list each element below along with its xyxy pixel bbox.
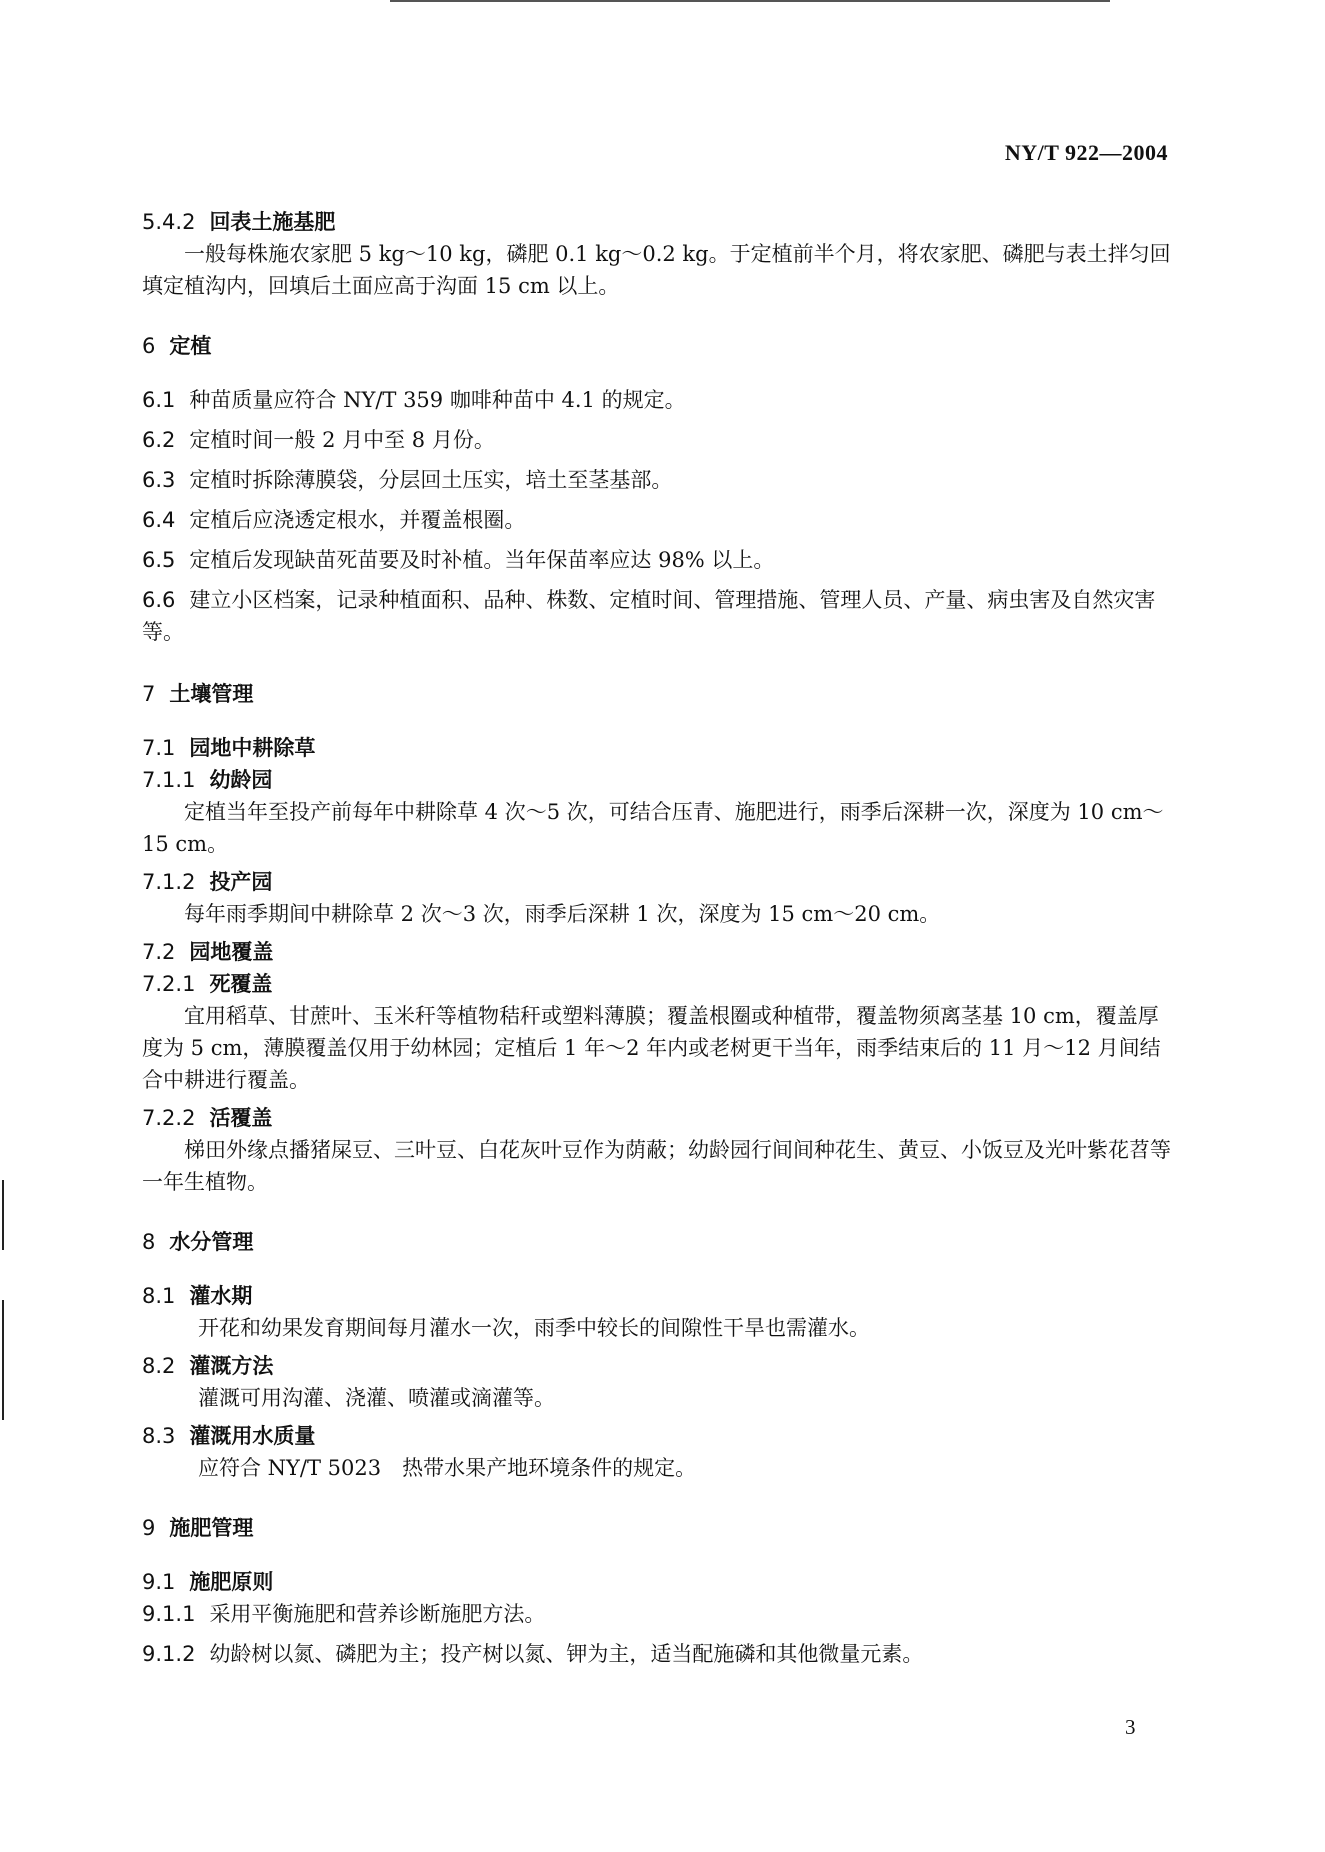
section-heading xyxy=(142,1226,1177,1258)
section-title: 定植 xyxy=(169,334,212,358)
clause-text: 种苗质量应符合 NY/T 359 咖啡种苗中 4.1 的规定。 xyxy=(189,388,686,412)
clause-title: 回表土施基肥 xyxy=(209,210,336,234)
paragraph: 梯田外缘点播猪屎豆、三叶豆、白花灰叶豆作为荫蔽；幼龄园行间间种花生、黄豆、小饭豆及光叶紫花苕等一年生植物。 xyxy=(142,1138,1171,1194)
clause-title: 施肥原则 xyxy=(189,1570,274,1594)
clause-number: 7.2.2 xyxy=(142,1106,196,1130)
clause-text: 采用平衡施肥和营养诊断施肥方法。 xyxy=(209,1602,546,1626)
clause-item xyxy=(142,1598,1177,1630)
clause-text: 定植后发现缺苗死苗要及时补植。当年保苗率应达 98% 以上。 xyxy=(189,548,775,572)
section-heading xyxy=(142,1512,1177,1544)
clause-text: 定植时拆除薄膜袋，分层回土压实，培土至茎基部。 xyxy=(189,468,673,492)
clause-heading xyxy=(142,1102,1177,1134)
clause-heading xyxy=(142,968,1177,1000)
clause-number: 9.1.1 xyxy=(142,1602,196,1626)
clause-title: 灌水期 xyxy=(189,1284,253,1308)
section-title: 水分管理 xyxy=(169,1230,254,1254)
standard-code: NY/T 922—2004 xyxy=(1004,140,1168,165)
page-number: 3 xyxy=(1125,1715,1136,1739)
spacer xyxy=(142,1258,1177,1280)
clause-number: 6.2 xyxy=(142,428,176,452)
clause-number: 9.1 xyxy=(142,1570,176,1594)
clause-heading xyxy=(142,764,1177,796)
clause-title: 活覆盖 xyxy=(209,1106,273,1130)
clause-number: 8.2 xyxy=(142,1354,176,1378)
subsection-heading xyxy=(142,1350,1177,1382)
spacer xyxy=(142,1204,1177,1226)
spacer xyxy=(142,656,1177,678)
paragraph: 每年雨季期间中耕除草 2 次～3 次，雨季后深耕 1 次，深度为 15 cm～20 cm。 xyxy=(184,902,941,926)
section-number: 9 xyxy=(142,1516,156,1540)
spacer xyxy=(142,1544,1177,1566)
clause-item xyxy=(142,544,1177,576)
paragraph: 宜用稻草、甘蔗叶、玉米秆等植物秸秆或塑料薄膜；覆盖根圈或种植带，覆盖物须离茎基 10 cm，覆盖厚度为 5 cm，薄膜覆盖仅用于幼林园；定植后 1 年～2 年内或老树更干当年，雨季结束后的 11 月～12 月间结合中耕进行覆盖。 xyxy=(142,1004,1161,1092)
spacer xyxy=(142,1490,1177,1512)
scan-margin-mark xyxy=(2,1300,4,1420)
clause-title: 幼龄园 xyxy=(209,768,273,792)
section-number: 8 xyxy=(142,1230,156,1254)
section-number: 6 xyxy=(142,334,156,358)
clause-heading xyxy=(142,866,1177,898)
clause-number: 7.2.1 xyxy=(142,972,196,996)
clause-number: 6.4 xyxy=(142,508,176,532)
clause-heading xyxy=(142,206,1177,238)
clause-title: 死覆盖 xyxy=(209,972,273,996)
section-number: 7 xyxy=(142,682,156,706)
clause-number: 5.4.2 xyxy=(142,210,196,234)
clause-item xyxy=(142,1638,1177,1670)
clause-title: 园地覆盖 xyxy=(189,940,274,964)
clause-item xyxy=(142,424,1177,456)
paragraph: 应符合 NY/T 5023 热带水果产地环境条件的规定。 xyxy=(198,1456,697,1480)
clause-number: 6.3 xyxy=(142,468,176,492)
paragraph: 灌溉可用沟灌、浇灌、喷灌或滴灌等。 xyxy=(198,1386,555,1410)
clause-number: 7.2 xyxy=(142,940,176,964)
paragraph: 一般每株施农家肥 5 kg～10 kg，磷肥 0.1 kg～0.2 kg。于定植前半个月，将农家肥、磷肥与表土拌匀回填定植沟内，回填后土面应高于沟面 15 cm 以上。 xyxy=(142,242,1171,298)
clause-text: 定植后应浇透定根水，并覆盖根圈。 xyxy=(189,508,526,532)
subsection-heading xyxy=(142,732,1177,764)
clause-number: 7.1.1 xyxy=(142,768,196,792)
clause-item xyxy=(142,384,1177,416)
clause-text: 定植时间一般 2 月中至 8 月份。 xyxy=(189,428,495,452)
clause-number: 7.1 xyxy=(142,736,176,760)
clause-item xyxy=(142,464,1177,496)
clause-text: 建立小区档案，记录种植面积、品种、株数、定植时间、管理措施、管理人员、产量、病虫害及自然灾害等。 xyxy=(142,588,1156,644)
clause-title: 灌溉方法 xyxy=(189,1354,274,1378)
clause-number: 8.1 xyxy=(142,1284,176,1308)
section-title: 土壤管理 xyxy=(169,682,254,706)
section-heading xyxy=(142,330,1177,362)
clause-item xyxy=(142,504,1177,536)
clause-text: 幼龄树以氮、磷肥为主；投产树以氮、钾为主，适当配施磷和其他微量元素。 xyxy=(209,1642,924,1666)
spacer xyxy=(142,362,1177,384)
clause-number: 7.1.2 xyxy=(142,870,196,894)
section-heading xyxy=(142,678,1177,710)
spacer xyxy=(142,308,1177,330)
paragraph: 定植当年至投产前每年中耕除草 4 次～5 次，可结合压青、施肥进行，雨季后深耕一次，深度为 10 cm～15 cm。 xyxy=(142,800,1164,856)
clause-number: 8.3 xyxy=(142,1424,176,1448)
clause-number: 9.1.2 xyxy=(142,1642,196,1666)
clause-item xyxy=(142,584,1177,648)
top-rule xyxy=(390,0,1110,2)
clause-number: 6.6 xyxy=(142,588,176,612)
clause-title: 园地中耕除草 xyxy=(189,736,316,760)
subsection-heading xyxy=(142,936,1177,968)
scan-margin-mark xyxy=(2,1180,4,1250)
paragraph: 开花和幼果发育期间每月灌水一次，雨季中较长的间隙性干旱也需灌水。 xyxy=(198,1316,870,1340)
subsection-heading xyxy=(142,1566,1177,1598)
subsection-heading xyxy=(142,1280,1177,1312)
clause-number: 6.1 xyxy=(142,388,176,412)
document-body xyxy=(142,206,1177,1678)
clause-number: 6.5 xyxy=(142,548,176,572)
subsection-heading xyxy=(142,1420,1177,1452)
section-title: 施肥管理 xyxy=(169,1516,254,1540)
spacer xyxy=(142,710,1177,732)
clause-title: 灌溉用水质量 xyxy=(189,1424,316,1448)
clause-title: 投产园 xyxy=(209,870,273,894)
